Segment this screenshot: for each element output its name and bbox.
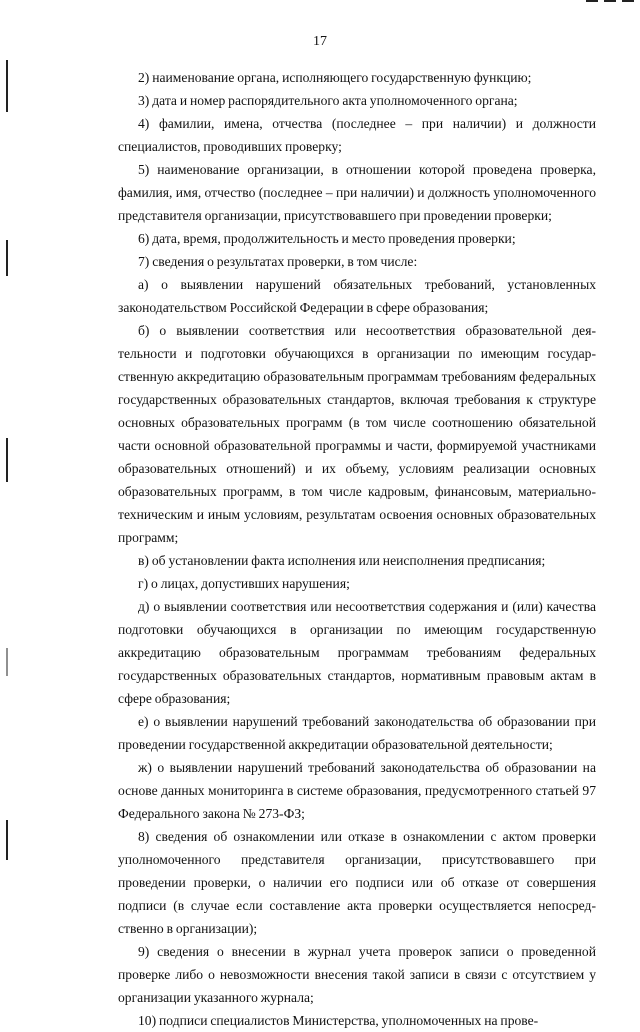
scan-corner-mark-1: [586, 0, 598, 2]
paragraph-item-8: 8) сведения об ознакомлении или отказе в ознакомлении с актом проверки уполномоченного представителя организации, присутствовавшего при проведении проверки, о наличии его подписи или об отказе от совершения подписи (в случае если составление акта проверки осуществляется непосредственно в организации);: [118, 829, 596, 936]
page-number: 17: [313, 34, 327, 49]
paragraph-item-2: 2) наименование органа, исполняющего государственную функцию;: [138, 70, 532, 85]
scan-artifact-left-5: [6, 820, 8, 860]
paragraph-item-6: 6) дата, время, продолжительность и место проведения проверки;: [138, 231, 516, 246]
paragraph-subitem-v: в) об установлении факта исполнения или неисполнения предписания;: [138, 553, 546, 568]
paragraph-subitem-b: б) о выявлении соответствия или несоответствия образовательной деятельности и подготовки обучающихся в организации по имеющим государственную аккредитацию образовательным программам требованиям федеральных государственных образовательных стандартов, включая требования к структуре основных образовательных программ (в том числе соотношению обязательной части основной образовательной программы и части, формируемой участниками образовательных отношений) и их объему, условиям реализации основных образовательных программ, в том числе кадровым, финансовым, материально-техническим и иным условиям, результатам освоения основных образовательных программ;: [118, 323, 596, 545]
paragraph-subitem-a: а) о выявлении нарушений обязательных требований, установленных законодательством Российской Федерации в сфере образования;: [118, 277, 596, 315]
scan-artifact-left-3: [6, 438, 8, 482]
paragraph-item-9: 9) сведения о внесении в журнал учета проверок записи о проведенной проверке либо о невозможности внесения такой записи в связи с отсутствием у организации указанного журнала;: [118, 944, 596, 1005]
paragraph-subitem-zh: ж) о выявлении нарушений требований законодательства об образовании на основе данных мониторинга в системе образования, предусмотренного статьей 97 Федерального закона № 273-ФЗ;: [118, 760, 596, 821]
paragraph-item-4: 4) фамилии, имена, отчества (последнее – при наличии) и должности специалистов, проводивших проверку;: [118, 116, 596, 154]
paragraph-subitem-d: д) о выявлении соответствия или несоответствия содержания и (или) качества подготовки обучающихся в организации по имеющим государственную аккредитацию образовательным программам требованиям федеральных государственных образовательных стандартов, нормативным правовым актам в сфере образования;: [118, 599, 596, 706]
scan-artifact-left-4: [6, 648, 8, 676]
paragraph-subitem-g: г) о лицах, допустивших нарушения;: [138, 576, 350, 591]
paragraph-item-7: 7) сведения о результатах проверки, в том числе:: [138, 254, 418, 269]
paragraph-item-3: 3) дата и номер распорядительного акта уполномоченного органа;: [138, 93, 518, 108]
paragraph-subitem-e: е) о выявлении нарушений требований законодательства об образовании при проведении государственной аккредитации образовательной деятельности;: [118, 714, 596, 752]
document-body: [118, 66, 596, 1032]
paragraph-item-5: 5) наименование организации, в отношении которой проведена проверка, фамилия, имя, отчество (последнее – при наличии) и должность уполномоченного представителя организации, присутствовавшего при проведении проверки;: [118, 162, 596, 223]
scan-artifact-left-1: [6, 60, 8, 112]
scan-artifact-left-2: [6, 240, 8, 276]
scan-corner-mark-2: [604, 0, 616, 2]
paragraph-item-10: 10) подписи специалистов Министерства, уполномоченных на прове-: [138, 1013, 539, 1028]
scan-corner-mark-3: [622, 0, 634, 2]
